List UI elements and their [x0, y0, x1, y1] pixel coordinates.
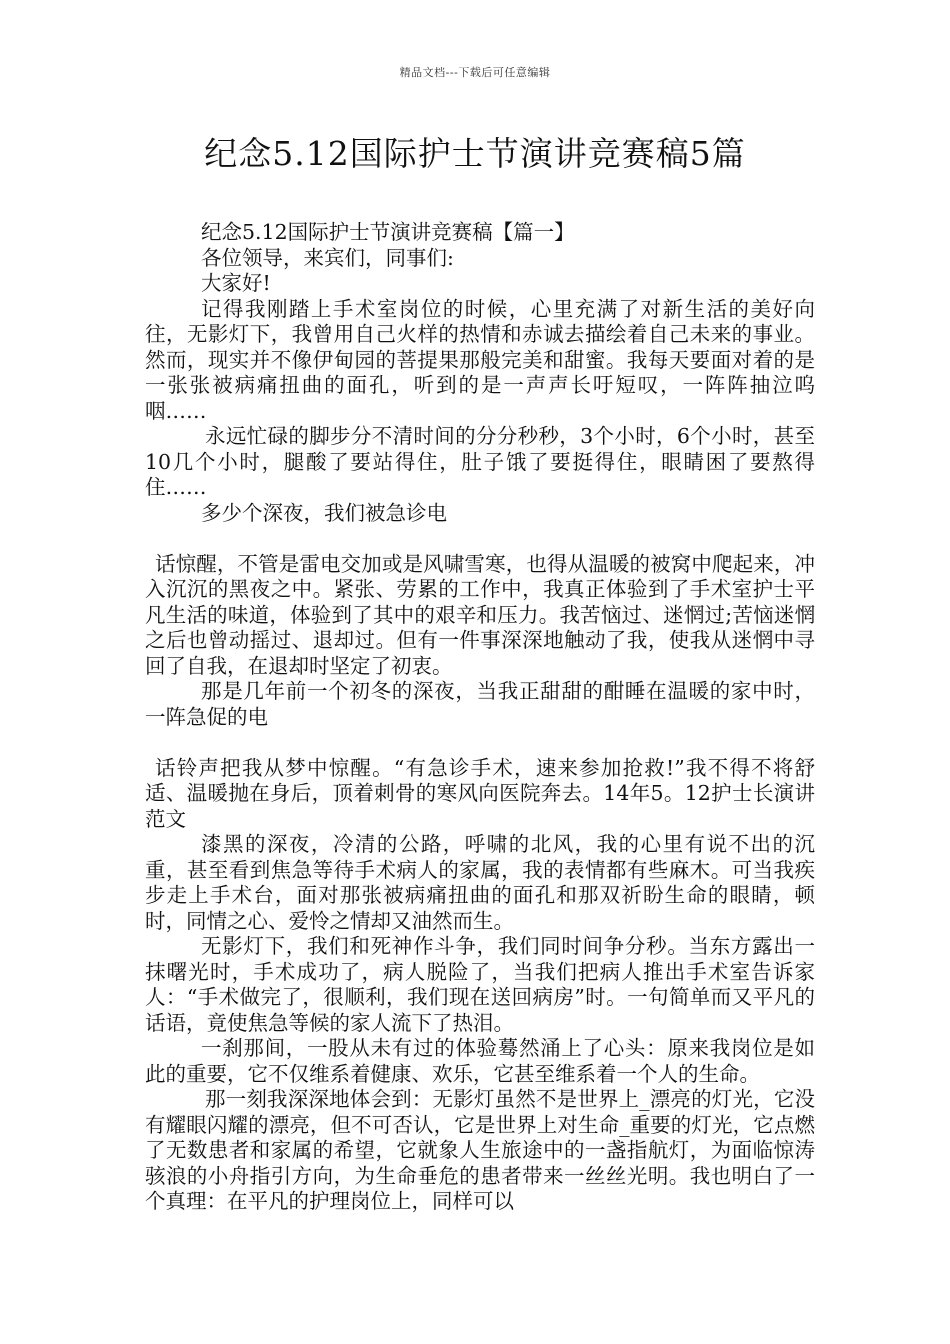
body-paragraph: 记得我刚踏上手术室岗位的时候，心里充满了对新生活的美好向往，无影灯下，我曾用自己火样的热情和赤诚去描绘着自己未来的事业。然而，现实并不像伊甸园的菩提果那般完美和甜蜜。我每天要面对着的是一张张被病痛扭曲的面孔，听到的是一声声长吁短叹，一阵阵抽泣呜咽…… — [145, 296, 815, 423]
document-body — [145, 220, 815, 1215]
section-heading: 纪念5.12国际护士节演讲竞赛稿【篇一】 — [201, 220, 575, 244]
body-paragraph: 话铃声把我从梦中惊醒。“有急诊手术，速来参加抢救!”我不得不将舒适、温暖抛在身后，顶着刺骨的寒风向医院奔去。14年5。12护士长演讲范文 — [145, 755, 815, 831]
paragraph-gap — [145, 730, 815, 756]
body-paragraph: 永远忙碌的脚步分不清时间的分分秒秒，3个小时，6个小时，甚至10几个小时，腿酸了要站得住，肚子饿了要挺得住，眼睛困了要熬得住…… — [145, 424, 815, 499]
document-title: 纪念5.12国际护士节演讲竞赛稿5篇 — [204, 134, 746, 173]
body-paragraph: 那是几年前一个初冬的深夜，当我正甜甜的酣睡在温暖的家中时，一阵急促的电 — [145, 679, 815, 729]
page-header-note: 精品文档---下载后可任意编辑 — [399, 66, 551, 79]
body-paragraph: 一刹那间，一股从未有过的体验蓦然涌上了心头：原来我岗位是如此的重要，它不仅维系着健康、欢乐，它甚至维系着一个人的生命。 — [145, 1036, 815, 1086]
body-paragraph: 那一刻我深深地体会到：无影灯虽然不是世界上_漂亮的灯光，它没有耀眼闪耀的漂亮，但不可否认，它是世界上对生命_重要的灯光，它点燃了无数患者和家属的希望，它就象人生旅途中的一盏指航灯，为面临惊涛骇浪的小舟指引方向，为生命垂危的患者带来一丝丝光明。我也明白了一个真理：在平凡的护理岗位上，同样可以 — [145, 1087, 815, 1213]
greeting: 大家好! — [201, 271, 271, 295]
paragraph-gap — [145, 526, 815, 552]
body-paragraph: 话惊醒，不管是雷电交加或是风啸雪寒，也得从温暖的被窝中爬起来，冲入沉沉的黑夜之中。紧张、劳累的工作中，我真正体验到了手术室护士平凡生活的味道，体验到了其中的艰辛和压力。我苦恼过、迷惘过;苦恼迷惘之后也曾动摇过、退却过。但有一件事深深地触动了我，使我从迷惘中寻回了自我，在退却时坚定了初衷。 — [145, 551, 815, 678]
body-paragraph: 漆黑的深夜，冷清的公路，呼啸的北风，我的心里有说不出的沉重，甚至看到焦急等待手术病人的家属，我的表情都有些麻木。可当我疾步走上手术台，面对那张被病痛扭曲的面孔和那双祈盼生命的眼睛，顿时，同情之心、爱怜之情却又油然而生。 — [145, 832, 815, 933]
salutation: 各位领导，来宾们，同事们: — [201, 245, 454, 270]
body-paragraph: 无影灯下，我们和死神作斗争，我们同时间争分秒。当东方露出一抹曙光时，手术成功了，病人脱险了，当我们把病人推出手术室告诉家人：“手术做完了，很顺利，我们现在送回病房”时。一句简单而又平凡的话语，竟使焦急等候的家人流下了热泪。 — [145, 934, 815, 1035]
body-paragraph: 多少个深夜，我们被急诊电 — [201, 500, 447, 525]
